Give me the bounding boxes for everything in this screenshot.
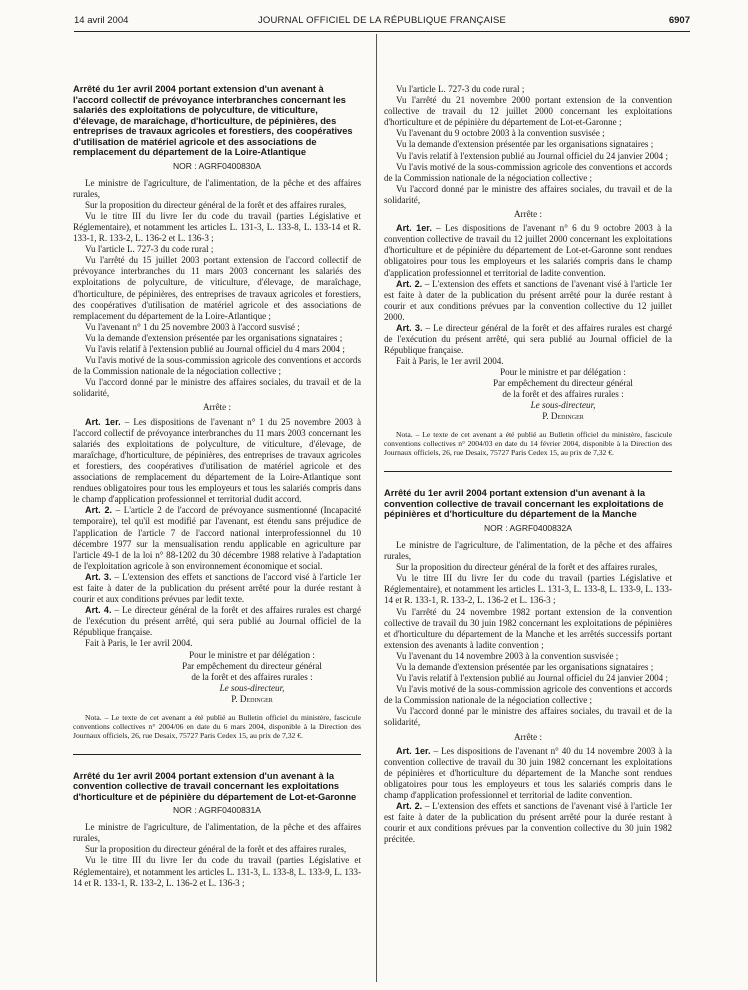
paragraph: Le ministre de l'agriculture, de l'alimentation, de la pêche et des affaires rurales, [384,539,672,562]
paragraph: Vu l'avis relatif à l'extension publié au Journal officiel du 4 mars 2004 ; [85,344,345,354]
paragraph: Vu le titre III du livre Ier du code du travail (parties Législative et Réglementaire), et notamment les articles L. 131-3, L. 133-8, L. 133-9, L. 133-14 et R. 133-1, R. 133-2, L. 136-2 et L. 136-3 ; [384,573,672,606]
column-divider [376,34,377,982]
signatory-name: P. Dedinger [231,693,273,704]
signature-block [143,650,361,705]
right-column [384,34,672,982]
article-paragraph [384,279,672,323]
arrete-heading: Arrête : [513,731,543,742]
paragraph: Sur la proposition du directeur général de la forêt et des affaires rurales, [85,844,347,855]
arrete-heading: Arrête : [513,209,543,220]
publication-note: Nota. – Le texte de cet avenant a été publié au Bulletin officiel du ministère, fascicule conventions collectives n° 2004/03 en date du 14 février 2004, disponible à la Direction des Journaux officiels, 26, rue Desaix, 75727 Paris Cedex 15, au prix de 7,32 €. [384,430,672,458]
paragraph: Le ministre de l'agriculture, de l'alimentation, de la pêche et des affaires rurales, [73,177,361,199]
left-column [73,84,361,982]
paragraph: Vu l'article L. 727-3 du code rural ; [396,84,525,94]
article-paragraph [384,323,672,356]
done-at: Fait à Paris, le 1er avril 2004. [85,638,193,649]
signature-role: Le sous-directeur, [219,682,285,693]
paragraph: Vu l'avenant du 9 octobre 2003 à la convention susvisée ; [396,128,605,139]
signature-line: Pour le ministre et par délégation : [189,649,315,660]
signature-line: Pour le ministre et par délégation : [500,367,626,378]
paragraph: Vu l'accord donné par le ministre des affaires sociales, du travail et de la solidarité, [384,183,672,205]
article-text: – Le directeur général de la forêt et des affaires rurales est chargé de l'exécution du présent arrêté, qui sera publié au Journal officiel de la République française. [384,322,672,356]
header-date: 14 avril 2004 [74,15,129,26]
nor-reference: NOR : AGRF0400830A [173,160,261,171]
paragraph: Le ministre de l'agriculture, de l'alimentation, de la pêche et des affaires rurales, [73,822,361,844]
decree-preamble [73,178,361,400]
article-text: – Les dispositions de l'avenant n° 6 du 9 octobre 2003 à la convention collective de travail du 12 juillet 2000 concernant les exploitations d'horticulture et de pépinière du département de Lot-et-Garonne sont rendues obligatoires pour tous les employeurs et les salariés compris dans le champ d'application professionnel et territorial de ladite convention. [384,223,672,278]
article-paragraph [73,605,361,638]
arrete-heading: Arrête : [202,402,232,413]
paragraph: Vu le titre III du livre Ier du code du travail (parties Législative et Réglementaire), et notamment les articles L. 131-3, L. 133-8, L. 133-14 et R. 133-1, R. 133-2, L. 136-2 et L. 136-3 ; [73,210,361,244]
decree-title: Arrêté du 1er avril 2004 portant extension d'un avenant à l'accord collectif de prévoyance interbranches concernant les salariés des exploitations de polyculture, de viticulture, d'élevage, de maraîchage, d'horticulture, de pépinières, des entreprises de travaux agricoles et forestiers, des coopératives d'utilisation de matériel agricole et des associations de remplacement du département de la Loire-Atlantique [73,84,353,157]
article-paragraph [73,572,361,605]
section-separator [384,471,672,472]
article-paragraph [384,746,672,801]
decree-title: Arrêté du 1er avril 2004 portant extension d'un avenant à la convention collective de travail concernant les exploitations de pépinières et d'horticulture du département de la Manche [384,488,664,520]
paragraph: Vu l'avis relatif à l'extension publié au Journal officiel du 24 janvier 2004 ; [396,150,669,161]
article-text: – Le directeur général de la forêt et des affaires rurales est chargé de l'exécution du présent arrêté, qui sera publié au Journal officiel de la République française. [73,605,361,638]
nor-reference: NOR : AGRF0400831A [173,805,261,816]
article-text: – Les dispositions de l'avenant n° 40 du 14 novembre 2003 à la convention collective de travail du 30 juin 1982 concernant les exploitations de pépinières et d'horticulture du département de la Manche sont rendues obligatoires pour tous les employeurs et tous les salariés compris dans le champ d'application professionnel et territorial de ladite convention. [384,745,672,800]
page-header [74,13,690,32]
article-text: – L'extension des effets et sanctions de l'avenant visé à l'article 1er est faite à dater de la publication du présent arrêté pour la durée restant à courir et aux conditions prévues par la convention collective du 30 juin 1982 précitée. [384,801,672,845]
paragraph: Vu le titre III du livre Ier du code du travail (parties Législative et Réglementaire), et notamment les articles L. 131-3, L. 133-8, L. 133-9, L. 133-14 et R. 133-1, R. 133-2, L. 136-2 et L. 136-3 ; [73,855,361,888]
article-label: Art. 3. [396,322,423,333]
article-text: – L'article 2 de l'accord de prévoyance susmentionné (Incapacité temporaire), tel qu'il est modifié par l'avenant, est étendu sans préjudice de l'application de l'article 7 de l'accord national interprofessionnel du 10 décembre 1977 sur la mensualisation rendu applicable en agriculture par l'article 49-1 de la loi n° 88-1202 du 30 décembre 1988 relative à l'adaptation de l'exploitation agricole à son environnement économique et social. [73,505,361,571]
paragraph: Vu l'arrêté du 21 novembre 2000 portant extension de la convention collective de travail du 12 juillet 2000 concernant les exploitations d'horticulture et de pépinière du département de Lot-et-Garonne ; [384,95,672,128]
article-label: Art. 2. [396,801,423,812]
signatory-name: P. Dedinger [542,411,584,422]
article-paragraph [73,417,361,506]
paragraph: Vu la demande d'extension présentée par les organisations signataires ; [396,139,654,150]
header-journal-title: JOURNAL OFFICIEL DE LA RÉPUBLIQUE FRANÇAISE [257,15,507,26]
article-paragraph [384,801,672,845]
article-label: Art. 2. [85,505,113,516]
signature-line: de la forêt et des affaires rurales : [191,671,313,682]
paragraph: Sur la proposition du directeur général de la forêt et des affaires rurales, [85,199,347,210]
paragraph: Vu l'avis motivé de la sous-commission agricole des conventions et accords de la Commission nationale de la négociation collective ; [384,161,672,183]
signature-line: Par empêchement du directeur général [182,660,322,671]
signature-block [454,367,672,422]
paragraph: Vu l'accord donné par le ministre des affaires sociales, du travail et de la solidarité, [384,706,672,728]
paragraph: Vu l'article L. 727-3 du code rural ; [85,244,214,255]
article-label: Art. 1er. [85,416,121,427]
article-label: Art. 3. [85,571,112,582]
decree-title: Arrêté du 1er avril 2004 portant extension d'un avenant à la convention collective de travail concernant les exploitations d'horticulture et de pépinière du département de Lot-et-Garonne [73,770,357,802]
paragraph: Sur la proposition du directeur général de la forêt et des affaires rurales, [396,562,658,573]
signature-line: de la forêt et des affaires rurales : [502,389,624,400]
header-page-number: 6907 [668,15,690,26]
article-label: Art. 4. [85,605,112,616]
done-at: Fait à Paris, le 1er avril 2004. [396,356,504,367]
paragraph: Vu l'accord donné par le ministre des affaires sociales, du travail et de la solidarité, [73,377,361,399]
article-label: Art. 1er. [396,223,432,234]
section-separator [73,754,361,755]
publication-note: Nota. – Le texte de cet avenant a été publié au Bulletin officiel du ministère, fascicule conventions collectives n° 2004/06 en date du 6 mars 2004, disponible à la Direction des Journaux officiels, 26, rue Desaix, 75727 Paris Cedex 15, au prix de 7,32 €. [73,712,361,740]
paragraph: Vu la demande d'extension présentée par les organisations signataires ; [85,332,343,343]
paragraph: Vu la demande d'extension présentée par les organisations signataires ; [396,661,654,672]
paragraph: Vu l'avenant du 14 novembre 2003 à la convention susvisée ; [396,650,619,661]
paragraph: Vu l'arrêté du 15 juillet 2003 portant extension de l'accord collectif de prévoyance interbranches du 11 mars 2003 concernant les salariés des exploitations de polyculture, de viticulture, d'élevage, de maraîchage, d'horticulture, de pépinières, des entreprises de travaux agricoles et forestiers, des coopératives d'utilisation de matériel agricole et des associations de remplacement du département de la Loire-Atlantique ; [73,255,361,321]
paragraph: Vu l'avenant n° 1 du 25 novembre 2003 à l'accord susvisé ; [85,321,300,332]
signature-line: Par empêchement du directeur général [493,378,633,389]
article-text: – L'extension des effets et sanctions de l'avenant visé à l'article 1er est faite à dater de la publication du présent arrêté pour la durée restant à courir et aux conditions prévues par la convention collective du 12 juillet 2000. [384,278,672,322]
nor-reference: NOR : AGRF0400832A [484,522,572,533]
article-paragraph [73,505,361,572]
article-label: Art. 2. [396,278,423,289]
signature-role: Le sous-directeur, [530,400,596,411]
paragraph: Vu l'avis motivé de la sous-commission agricole des conventions et accords de la Commission nationale de la négociation collective ; [73,355,361,377]
paragraph: Vu l'avis relatif à l'extension publié au Journal officiel du 24 janvier 2004 ; [396,673,669,684]
paragraph: Vu l'arrêté du 24 novembre 1982 portant extension de la convention collective de travail du 30 juin 1982 concernant les exploitations de pépinières et d'horticulture du département de la Manche et les arrêtés successifs portant extension des avenants à ladite convention ; [384,606,672,650]
article-text: – L'extension des effets et sanctions de l'accord visé à l'article 1er est faite à dater de la publication du présent arrêté pour la durée restant à courir et aux conditions prévues par ledit texte. [73,571,361,605]
article-text: – Les dispositions de l'avenant n° 1 du 25 novembre 2003 à l'accord collectif de prévoyance interbranches du 11 mars 2003 concernant les salariés des exploitations de polyculture, de viticulture, d'élevage, de maraîchage, d'horticulture, de pépinières, des entreprises de travaux agricoles et forestiers, des coopératives d'utilisation de matériel agricole et des associations de remplacement du département de la Loire-Atlantique sont rendues obligatoires pour tous les employeurs et tous les salariés compris dans le champ d'application professionnel et territorial dudit accord. [73,416,361,505]
article-label: Art. 1er. [396,745,431,756]
paragraph: Vu l'avis motivé de la sous-commission agricole des conventions et accords de la Commission nationale de la négociation collective ; [384,684,672,706]
article-paragraph [384,223,672,278]
